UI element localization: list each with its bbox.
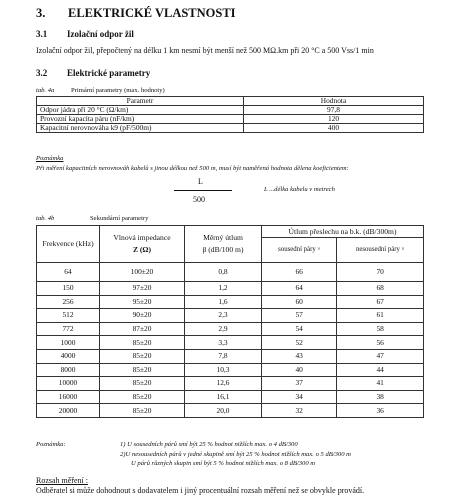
header-crosstalk: Útlum přeslechu na b.k. (dB/300m) bbox=[262, 226, 424, 238]
note1-text: Při měření kapacitních nerovnováh kabelů s jinou délkou než 500 m, musí být naměřená hodnota dělena koeficientem: bbox=[36, 165, 349, 172]
scope-text: Odběratel si může dohodnout s dodavatelem i jiný procentuální rozsah měření než se obvykle provádí. bbox=[36, 486, 365, 495]
table-row bbox=[37, 363, 424, 377]
table-row bbox=[37, 282, 424, 296]
scope-title: Rozsah měření : bbox=[36, 476, 88, 485]
header-adjacent-footnote: ¹⁾ bbox=[317, 247, 321, 253]
table-cell: 41 bbox=[337, 377, 424, 391]
subsection-title-32: Elektrické parametry bbox=[67, 68, 151, 78]
tab4a-caption: Primární parametry (max. hodnoty) bbox=[71, 87, 165, 94]
note2-title: Poznámka: bbox=[36, 441, 66, 448]
table-row bbox=[37, 377, 424, 391]
table-row bbox=[37, 322, 424, 336]
header-impedance-unit: Z (Ω) bbox=[132, 245, 152, 254]
table-cell: 12,6 bbox=[185, 377, 262, 391]
table-cell: 97±20 bbox=[100, 282, 185, 296]
table-cell: 256 bbox=[37, 295, 100, 309]
table-cell: 67 bbox=[337, 295, 424, 309]
table-header-cell: Parametr bbox=[37, 97, 244, 106]
table-cell: 10,3 bbox=[185, 363, 262, 377]
table-cell: 44 bbox=[337, 363, 424, 377]
primary-parameters-table bbox=[36, 96, 424, 133]
table-cell: 47 bbox=[337, 349, 424, 363]
header-adjacent bbox=[262, 238, 337, 263]
table-cell: 8000 bbox=[37, 363, 100, 377]
table-cell: 1000 bbox=[37, 336, 100, 350]
tab4b-label: tab. 4b bbox=[36, 215, 55, 222]
table-cell: 60 bbox=[262, 295, 337, 309]
table-cell: 100±20 bbox=[100, 263, 185, 282]
table-header-row bbox=[37, 226, 424, 238]
table-cell: 16000 bbox=[37, 390, 100, 404]
header-impedance-label: Vlnová impedance bbox=[113, 233, 171, 242]
table-cell: 57 bbox=[262, 309, 337, 323]
table-cell: Kapacitní nerovnováha k9 (pF/500m) bbox=[37, 124, 244, 133]
table-cell: 10000 bbox=[37, 377, 100, 391]
note2-line-1: 1) U sousedních párů smí být 25 % hodnot nižších max. o 4 dB/300 bbox=[120, 441, 298, 448]
fraction-legend: L ...délka kabelu v metrech bbox=[264, 186, 335, 193]
note2-line-3: U párů různých skupin smí být 5 % hodnot nižších max. o 8 dB/300 m bbox=[131, 460, 316, 467]
table-row bbox=[37, 309, 424, 323]
table-row bbox=[37, 295, 424, 309]
table-cell: 150 bbox=[37, 282, 100, 296]
header-frequency: Frekvence (kHz) bbox=[37, 226, 100, 263]
header-attenuation-unit: β (dB/100 m) bbox=[202, 245, 244, 254]
table-cell: 64 bbox=[37, 263, 100, 282]
subsection-title-31: Izolační odpor žil bbox=[67, 29, 134, 39]
note1-title: Poznámka bbox=[36, 155, 64, 162]
table-row bbox=[37, 404, 424, 418]
section-number: 3. bbox=[36, 6, 46, 20]
table-cell: 36 bbox=[337, 404, 424, 418]
table-cell: 2,9 bbox=[185, 322, 262, 336]
table-cell: 1,6 bbox=[185, 295, 262, 309]
table-cell: 400 bbox=[244, 124, 424, 133]
subsection-number-32: 3.2 bbox=[36, 68, 48, 78]
table-cell: 1,2 bbox=[185, 282, 262, 296]
table-cell: 3,3 bbox=[185, 336, 262, 350]
table-cell: 772 bbox=[37, 322, 100, 336]
header-nonadjacent-footnote: ²⁾ bbox=[401, 247, 405, 253]
table-cell: 38 bbox=[337, 390, 424, 404]
table-cell: 58 bbox=[337, 322, 424, 336]
table-cell: 52 bbox=[262, 336, 337, 350]
table-cell: 56 bbox=[337, 336, 424, 350]
fraction-denominator: 500 bbox=[193, 195, 205, 204]
header-attenuation-label: Měrný útlum bbox=[203, 233, 243, 242]
insulation-text: Izolační odpor žil, přepočtený na délku 1 km nesmí být menší než 500 MΩ.km při 20 °C a 500 Vss/1 min bbox=[36, 46, 374, 55]
table-cell: 70 bbox=[337, 263, 424, 282]
table-cell: 2,3 bbox=[185, 309, 262, 323]
table-cell: 85±20 bbox=[100, 404, 185, 418]
tab4b-caption: Sekundární parametry bbox=[90, 215, 149, 222]
table-row bbox=[37, 390, 424, 404]
table-cell: 43 bbox=[262, 349, 337, 363]
table-cell: 7,8 bbox=[185, 349, 262, 363]
table-cell: 68 bbox=[337, 282, 424, 296]
table-cell: 16,1 bbox=[185, 390, 262, 404]
table-cell: 32 bbox=[262, 404, 337, 418]
table-cell: 95±20 bbox=[100, 295, 185, 309]
table-row bbox=[37, 336, 424, 350]
table-cell: 4000 bbox=[37, 349, 100, 363]
table-cell: 20,0 bbox=[185, 404, 262, 418]
table-cell: 512 bbox=[37, 309, 100, 323]
header-nonadjacent-label: nesousední páry bbox=[355, 245, 400, 253]
table-cell: Provozní kapacita páru (nF/km) bbox=[37, 115, 244, 124]
table-cell: 20000 bbox=[37, 404, 100, 418]
secondary-parameters-table bbox=[36, 225, 424, 418]
note2-line-2: 2)U nesousedních párů v jedné skupině smí být 25 % hodnot nižších max. o 5 dB/300 m bbox=[120, 451, 351, 458]
header-attenuation bbox=[185, 226, 262, 263]
table-row bbox=[37, 124, 424, 133]
header-impedance bbox=[100, 226, 185, 263]
table-cell: 34 bbox=[262, 390, 337, 404]
section-title: ELEKTRICKÉ VLASTNOSTI bbox=[68, 6, 236, 20]
table-row bbox=[37, 263, 424, 282]
header-nonadjacent bbox=[337, 238, 424, 263]
table-cell: 87±20 bbox=[100, 322, 185, 336]
table-cell: 120 bbox=[244, 115, 424, 124]
table-cell: 97,8 bbox=[244, 106, 424, 115]
header-adjacent-label: sousední páry bbox=[278, 245, 316, 253]
subsection-number-31: 3.1 bbox=[36, 29, 48, 39]
table-cell: 40 bbox=[262, 363, 337, 377]
table-cell: 37 bbox=[262, 377, 337, 391]
table-cell: 85±20 bbox=[100, 390, 185, 404]
table-row bbox=[37, 349, 424, 363]
table-cell: 54 bbox=[262, 322, 337, 336]
fraction-line bbox=[174, 190, 232, 191]
table-cell: 0,8 bbox=[185, 263, 262, 282]
table-header-cell: Hodnota bbox=[244, 97, 424, 106]
table-cell: Odpor jádra při 20 °C (Ω/km) bbox=[37, 106, 244, 115]
table-cell: 66 bbox=[262, 263, 337, 282]
table-cell: 85±20 bbox=[100, 377, 185, 391]
table-cell: 64 bbox=[262, 282, 337, 296]
table-cell: 85±20 bbox=[100, 336, 185, 350]
table-cell: 90±20 bbox=[100, 309, 185, 323]
table-cell: 85±20 bbox=[100, 363, 185, 377]
fraction-numerator: L bbox=[198, 177, 203, 186]
table-cell: 61 bbox=[337, 309, 424, 323]
table-cell: 85±20 bbox=[100, 349, 185, 363]
tab4a-label: tab. 4a bbox=[36, 87, 55, 94]
